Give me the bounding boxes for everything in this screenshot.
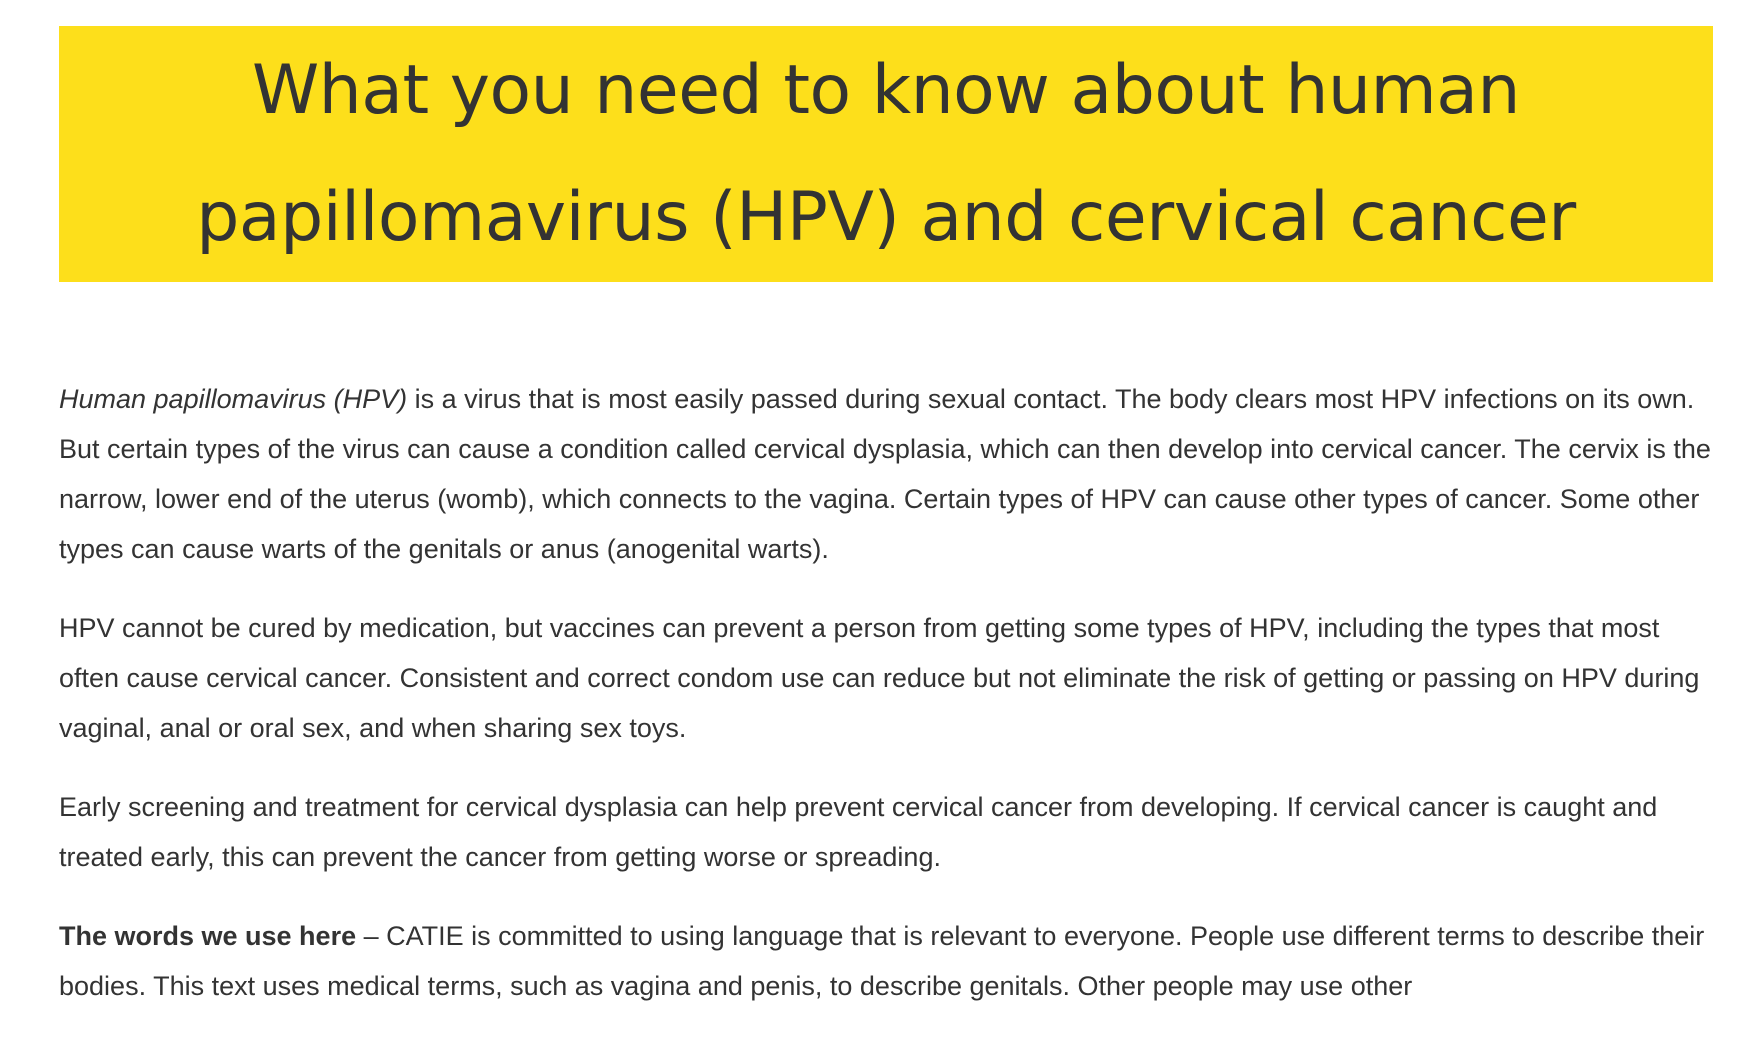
language-text: – CATIE is committed to using language that is relevant to everyone. People use different terms to describe their bodies. This text uses medical terms, such as vagina and penis, to describe genitals. Other people may use other — [59, 921, 1705, 1001]
language-heading: The words we use here — [59, 921, 357, 951]
intro-paragraph — [59, 374, 1719, 574]
vaccine-paragraph: HPV cannot be cured by medication, but vaccines can prevent a person from getting some types of HPV, including the types that most often cause cervical cancer. Consistent and correct condom use can reduce but not eliminate the risk of getting or passing on HPV during vaginal, anal or oral sex, and when sharing sex toys. — [59, 613, 1700, 743]
intro-text: is a virus that is most easily passed during sexual contact. The body clears most HPV infections on its own. But certain types of the virus can cause a condition called cervical dysplasia, which can then develop into cervical cancer. The cervix is the narrow, lower end of the uterus (womb), which connects to the vagina. Certain types of HPV can cause other types of cancer. Some other types can cause warts of the genitals or anus (anogenital warts). — [59, 384, 1711, 564]
language-paragraph — [59, 911, 1719, 1011]
screening-paragraph: Early screening and treatment for cervical dysplasia can help prevent cervical cancer from developing. If cervical cancer is caught and treated early, this can prevent the cancer from getting worse or spreading. — [59, 792, 1658, 872]
hpv-term: Human papillomavirus (HPV) — [59, 384, 408, 414]
article-body — [59, 374, 1719, 1040]
page-title: What you need to know about human papillomavirus (HPV) and cervical cancer — [196, 51, 1576, 257]
title-banner — [59, 26, 1713, 282]
